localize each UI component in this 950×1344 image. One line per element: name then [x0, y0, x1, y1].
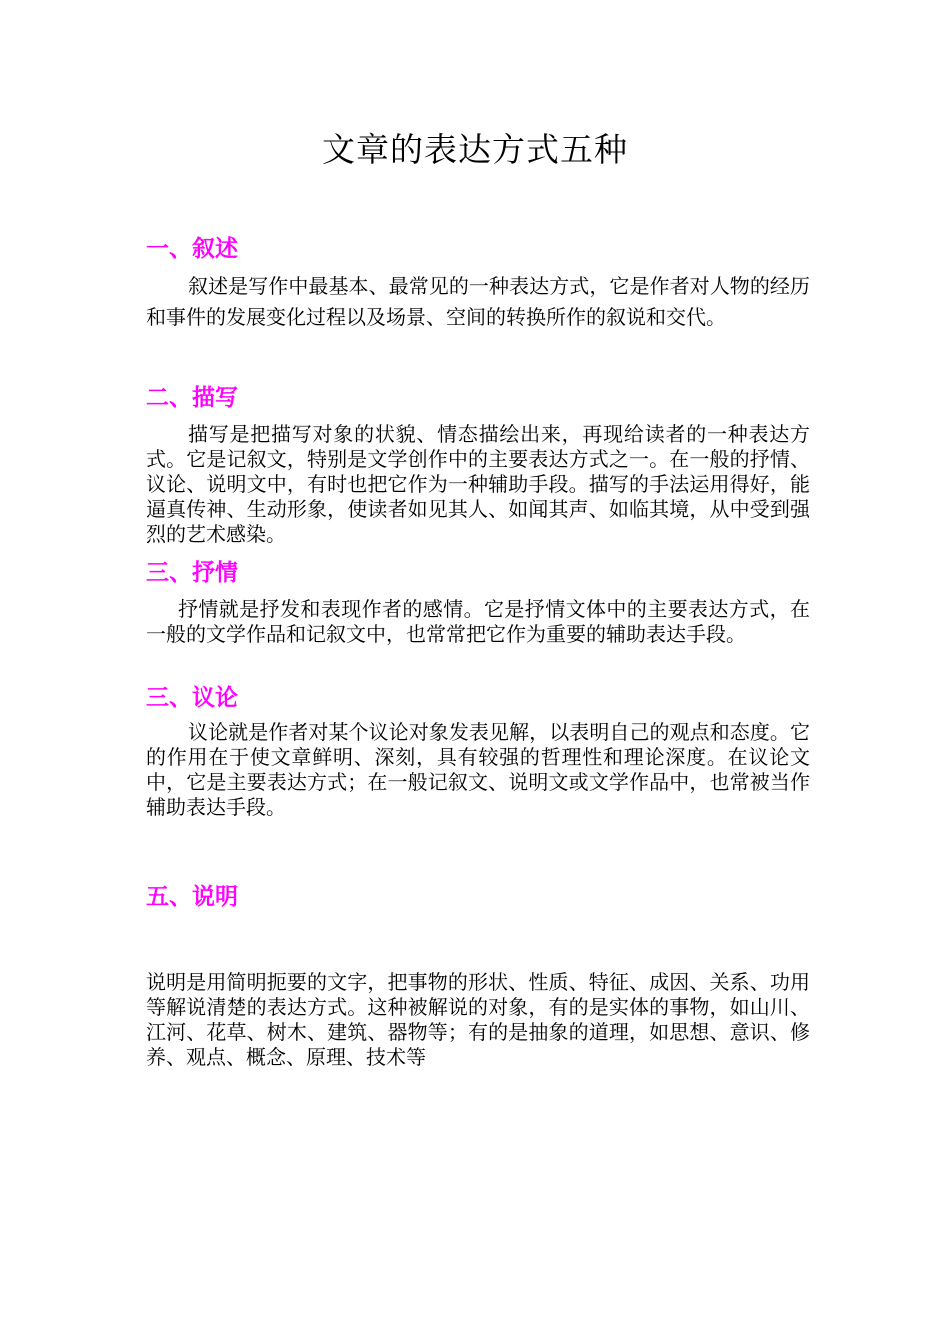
section-heading-lyric: 三、抒情: [146, 560, 238, 586]
section-body-exposition: 说明是用简明扼要的文字，把事物的形状、性质、特征、成因、关系、功用等解说清楚的表达方式。这种被解说的对象，有的是实体的事物，如山川、江河、花草、树木、建筑、器物等；有的是抽象的道理，如思想、意识、修养、观点、概念、原理、技术等: [146, 970, 810, 1069]
section-heading-exposition: 五、说明: [146, 884, 238, 910]
section-heading-argument: 三、议论: [146, 685, 238, 711]
section-body-narration: 叙述是写作中最基本、最常见的一种表达方式，它是作者对人物的经历和事件的发展变化过程以及场景、空间的转换所作的叙说和交代。: [146, 274, 810, 329]
section-heading-narration: 一、叙述: [146, 236, 238, 262]
document-title: 文章的表达方式五种: [322, 130, 628, 169]
section-body-description: 描写是把描写对象的状貌、情态描绘出来，再现给读者的一种表达方式。它是记叙文，特别是文学创作中的主要表达方式之一。在一般的抒情、议论、说明文中，有时也把它作为一种辅助手段。描写的手法运用得好，能逼真传神、生动形象，使读者如见其人、如闻其声、如临其境，从中受到强烈的艺术感染。: [146, 422, 810, 546]
section-heading-description: 二、描写: [146, 385, 238, 411]
section-body-lyric: 抒情就是抒发和表现作者的感情。它是抒情文体中的主要表达方式，在一般的文学作品和记叙文中，也常常把它作为重要的辅助表达手段。: [146, 597, 810, 646]
section-body-argument: 议论就是作者对某个议论对象发表见解，以表明自己的观点和态度。它的作用在于使文章鲜明、深刻，具有较强的哲理性和理论深度。在议论文中，它是主要表达方式；在一般记叙文、说明文或文学作品中，也常被当作辅助表达手段。: [146, 720, 810, 819]
